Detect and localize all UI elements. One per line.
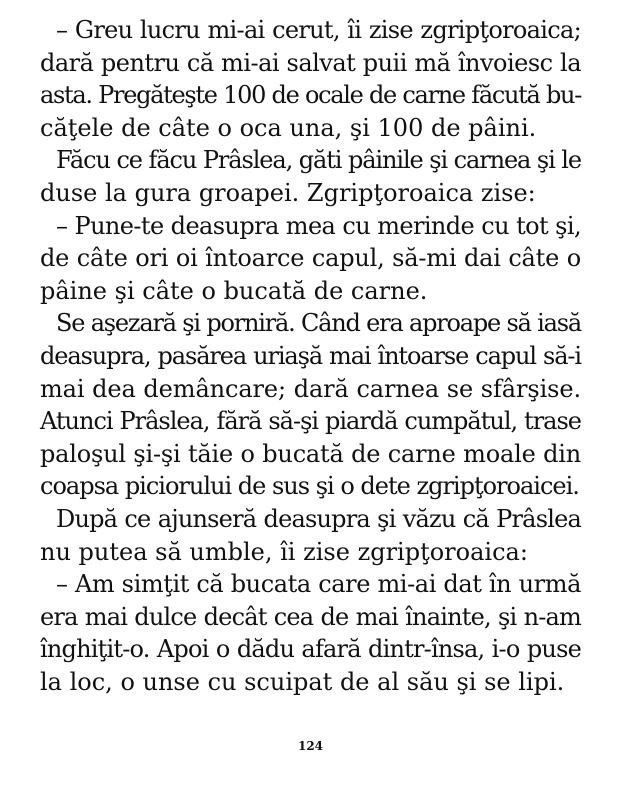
body-text xyxy=(40,14,581,698)
paragraph xyxy=(40,503,581,568)
text-line: dară pentru că mi-ai salvat puii mă învoiesc la xyxy=(40,48,581,77)
text-line: duse la gura groapei. Zgripţoroaica zise: xyxy=(40,178,536,207)
text-line: căţele de câte o oca una, şi 100 de pâini. xyxy=(40,113,537,142)
text-line: Se aşezară şi porniră. Când era aproape să iasă xyxy=(56,309,581,338)
text-line: de câte ori oi întoarce capul, să-mi dai câte o xyxy=(40,244,581,273)
text-line: – Pune-te deasupra mea cu merinde cu tot şi, xyxy=(56,211,581,240)
text-line: Făcu ce făcu Prâslea, găti pâinile şi carnea şi le xyxy=(56,146,581,175)
text-line: era mai dulce decât cea de mai înainte, şi n-am xyxy=(40,602,581,631)
text-line: nu putea să umble, îi zise zgripţoroaica: xyxy=(40,537,528,566)
text-line: pâine şi câte o bucată de carne. xyxy=(40,276,428,305)
text-line: – Greu lucru mi-ai cerut, îi zise zgripţoroaica; xyxy=(56,16,581,44)
paragraph xyxy=(40,144,581,209)
page-number: 124 xyxy=(297,739,324,753)
text-line: Atunci Prâslea, fără să-şi piardă cumpătul, trase xyxy=(40,407,581,436)
paragraph xyxy=(40,14,581,144)
text-line: După ce ajunseră deasupra şi văzu că Prâslea xyxy=(56,504,581,533)
text-line: paloşul şi-şi tăie o bucată de carne moale din xyxy=(40,439,581,468)
text-line: la loc, o unse cu scuipat de al său şi se lipi. xyxy=(40,667,565,696)
text-line: deasupra, pasărea uriaşă mai întoarse capul să-i xyxy=(40,341,581,370)
text-line: – Am simţit că bucata care mi-ai dat în urmă xyxy=(56,570,581,599)
paragraph xyxy=(40,210,581,308)
text-line: asta. Pregăteşte 100 de ocale de carne făcută bu- xyxy=(40,81,581,110)
text-line: mai dea demâncare; dară carnea se sfârşise. xyxy=(40,374,581,403)
paragraph xyxy=(40,568,581,698)
text-line: înghiţit-o. Apoi o dădu afară dintr-însa, i-o puse xyxy=(40,635,581,664)
text-line: coapsa piciorului de sus şi o dete zgripţoroaicei. xyxy=(40,472,579,501)
paragraph xyxy=(40,307,581,503)
